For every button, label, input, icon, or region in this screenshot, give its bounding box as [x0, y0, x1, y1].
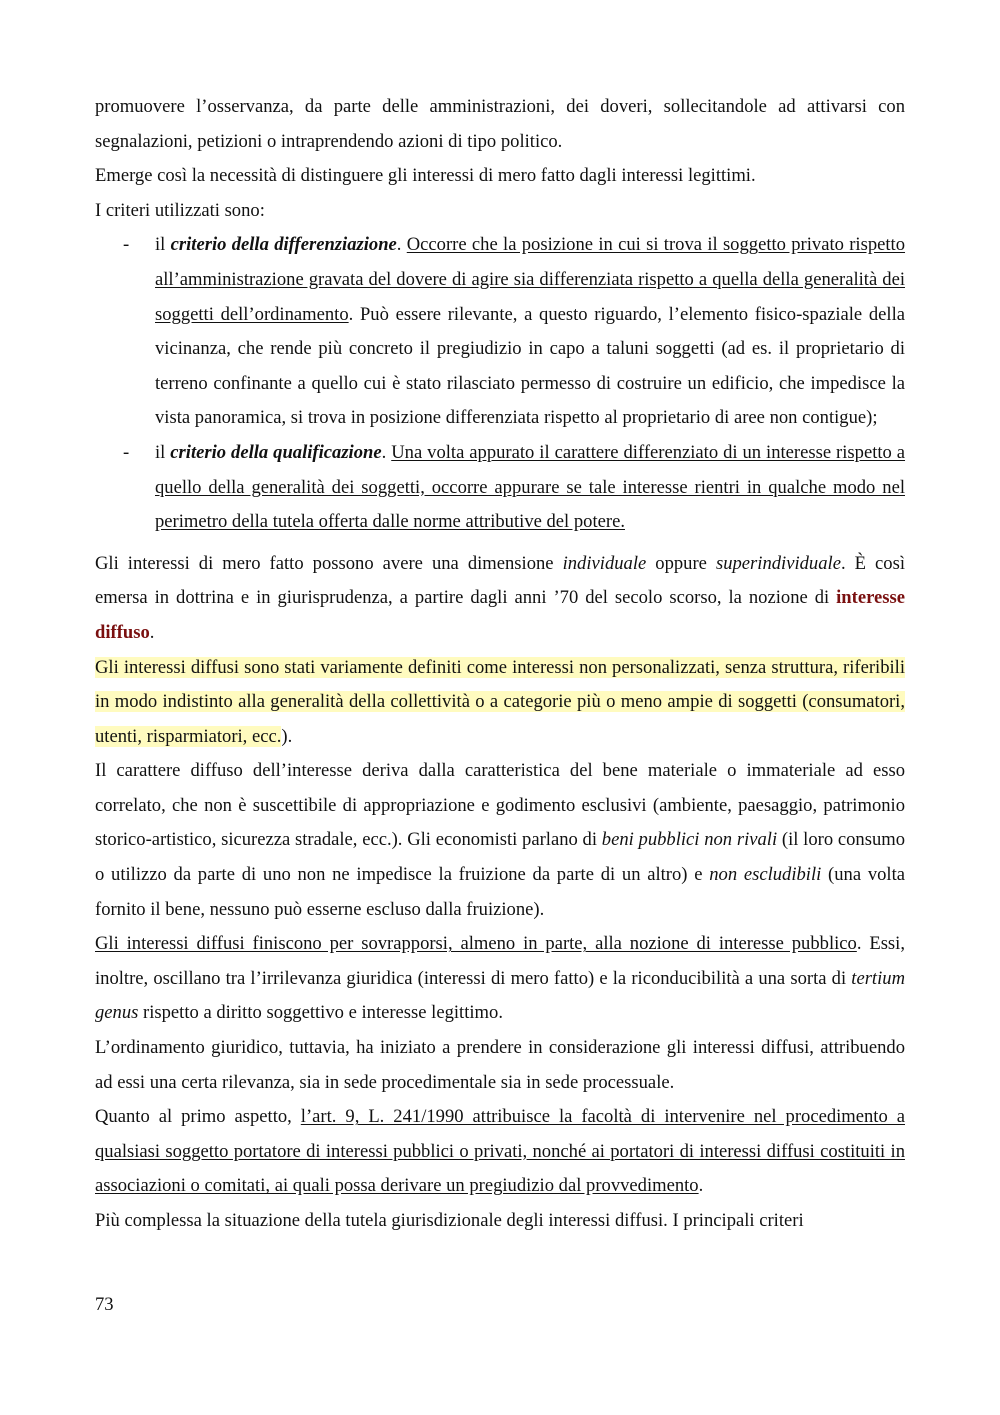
highlighted-text: Gli interessi diffusi sono stati variamente definiti come interessi non personalizzati, senza struttura, riferibili in modo indistinto alla generalità della collettività o a categorie più o meno ampie di soggetti (consumatori, utenti, risparmiatori, ecc.	[95, 656, 905, 747]
list-dash: -	[123, 234, 130, 256]
criterion-term: criterio della differenziazione	[170, 234, 397, 256]
list-item: - il criterio della differenziazione. Occorre che la posizione in cui si trova il soggetto privato rispetto all’amministrazione gravata del dovere di agire sia differenziata rispetto a quella della generalità dei soggetti dell’ordinamento. Può essere rilevante, a questo riguardo, l’elemento fisico-spaziale della vicinanza, che rende più concreto il pregiudizio in capo a taluni soggetti (ad es. il proprietario di terreno confinante a quello cui è stato rilasciato permesso di costruire un edificio, che impedisce la vista panoramica, si trova in posizione differenziata rispetto al proprietario di aree non contigue);	[95, 228, 905, 436]
list-item: - il criterio della qualificazione. Una volta appurato il carattere differenziato di un interesse rispetto a quello della generalità dei soggetti, occorre appurare se tale interesse rientri in qualche modo nel perimetro della tutela offerta dalle norme attributive del potere.	[95, 436, 905, 540]
document-page	[95, 90, 905, 1239]
underlined-text: Una volta appurato il carattere differenziato di un interesse rispetto a quello della generalità dei soggetti, occorre appurare se tale interesse rientri in qualche modo nel perimetro della tutela offerta dalle norme attributive del potere.	[155, 441, 906, 533]
underlined-text: Occorre che la posizione in cui si trova il soggetto privato rispetto all’amministrazione gravata del dovere di agire sia differenziata rispetto a quella della generalità dei soggetti dell’ordinamento	[155, 234, 906, 325]
paragraph-7: Gli interessi diffusi finiscono per sovrapporsi, almeno in parte, alla nozione di interesse pubblico. Essi, inoltre, oscillano tra l’irrilevanza giuridica (interessi di mero fatto) e la riconducibilità a una sorta di tertium genus rispetto a diritto soggettivo e interesse legittimo.	[95, 933, 905, 1024]
key-term: interesse diffuso	[95, 587, 905, 643]
underlined-text: Gli interessi diffusi finiscono per sovrapporsi, almeno in parte, alla nozione di interesse pubblico	[95, 933, 857, 955]
paragraph-6: Il carattere diffuso dell’interesse deriva dalla caratteristica del bene materiale o immateriale ad esso correlato, che non è suscettibile di appropriazione e godimento esclusivi (ambiente, paesaggio, patrimonio storico-artistico, sicurezza stradale, ecc.). Gli economisti parlano di beni pubblici non rivali (il loro consumo o utilizzo da parte di uno non ne impedisce la fruizione da parte di un altro) e non escludibili (una volta fornito il bene, nessuno può esserne escluso dalla fruizione).	[95, 760, 905, 920]
underlined-text: l’art. 9, L. 241/1990 attribuisce la facoltà di intervenire nel procedimento a qualsiasi soggetto portatore di interessi pubblici o privati, nonché ai portatori di interessi diffusi costituiti in associazioni o comitati, ai quali possa derivare un pregiudizio dal provvedimento	[95, 1106, 905, 1197]
criteria-list	[95, 228, 905, 539]
paragraph-8: L’ordinamento giuridico, tuttavia, ha iniziato a prendere in considerazione gli interessi diffusi, attribuendo ad essi una certa rilevanza, sia in sede procedimentale sia in sede processuale.	[95, 1037, 905, 1093]
paragraph-10: Più complessa la situazione della tutela giurisdizionale degli interessi diffusi. I principali criteri	[95, 1210, 804, 1231]
paragraph-5: Gli interessi diffusi sono stati variamente definiti come interessi non personalizzati, senza struttura, riferibili in modo indistinto alla generalità della collettività o a categorie più o meno ampie di soggetti (consumatori, utenti, risparmiatori, ecc.).	[95, 656, 905, 747]
list-dash: -	[123, 441, 130, 463]
criterion-term: criterio della qualificazione	[170, 441, 382, 463]
paragraph-1: promuovere l’osservanza, da parte delle amministrazioni, dei doveri, sollecitandole ad attivarsi con segnalazioni, petizioni o intraprendendo azioni di tipo politico.	[95, 96, 905, 152]
paragraph-3: I criteri utilizzati sono:	[95, 199, 265, 221]
paragraph-4: Gli interessi di mero fatto possono avere una dimensione individuale oppure superindividuale. È così emersa in dottrina e in giurisprudenza, a partire dagli anni ’70 del secolo scorso, la nozione di interesse diffuso.	[95, 552, 905, 643]
page-number: 73	[95, 1294, 114, 1315]
paragraph-9: Quanto al primo aspetto, l’art. 9, L. 241/1990 attribuisce la facoltà di intervenire nel procedimento a qualsiasi soggetto portatore di interessi pubblici o privati, nonché ai portatori di interessi diffusi costituiti in associazioni o comitati, ai quali possa derivare un pregiudizio dal provvedimento.	[95, 1106, 905, 1197]
paragraph-2: Emerge così la necessità di distinguere gli interessi di mero fatto dagli interessi legittimi.	[95, 165, 756, 187]
